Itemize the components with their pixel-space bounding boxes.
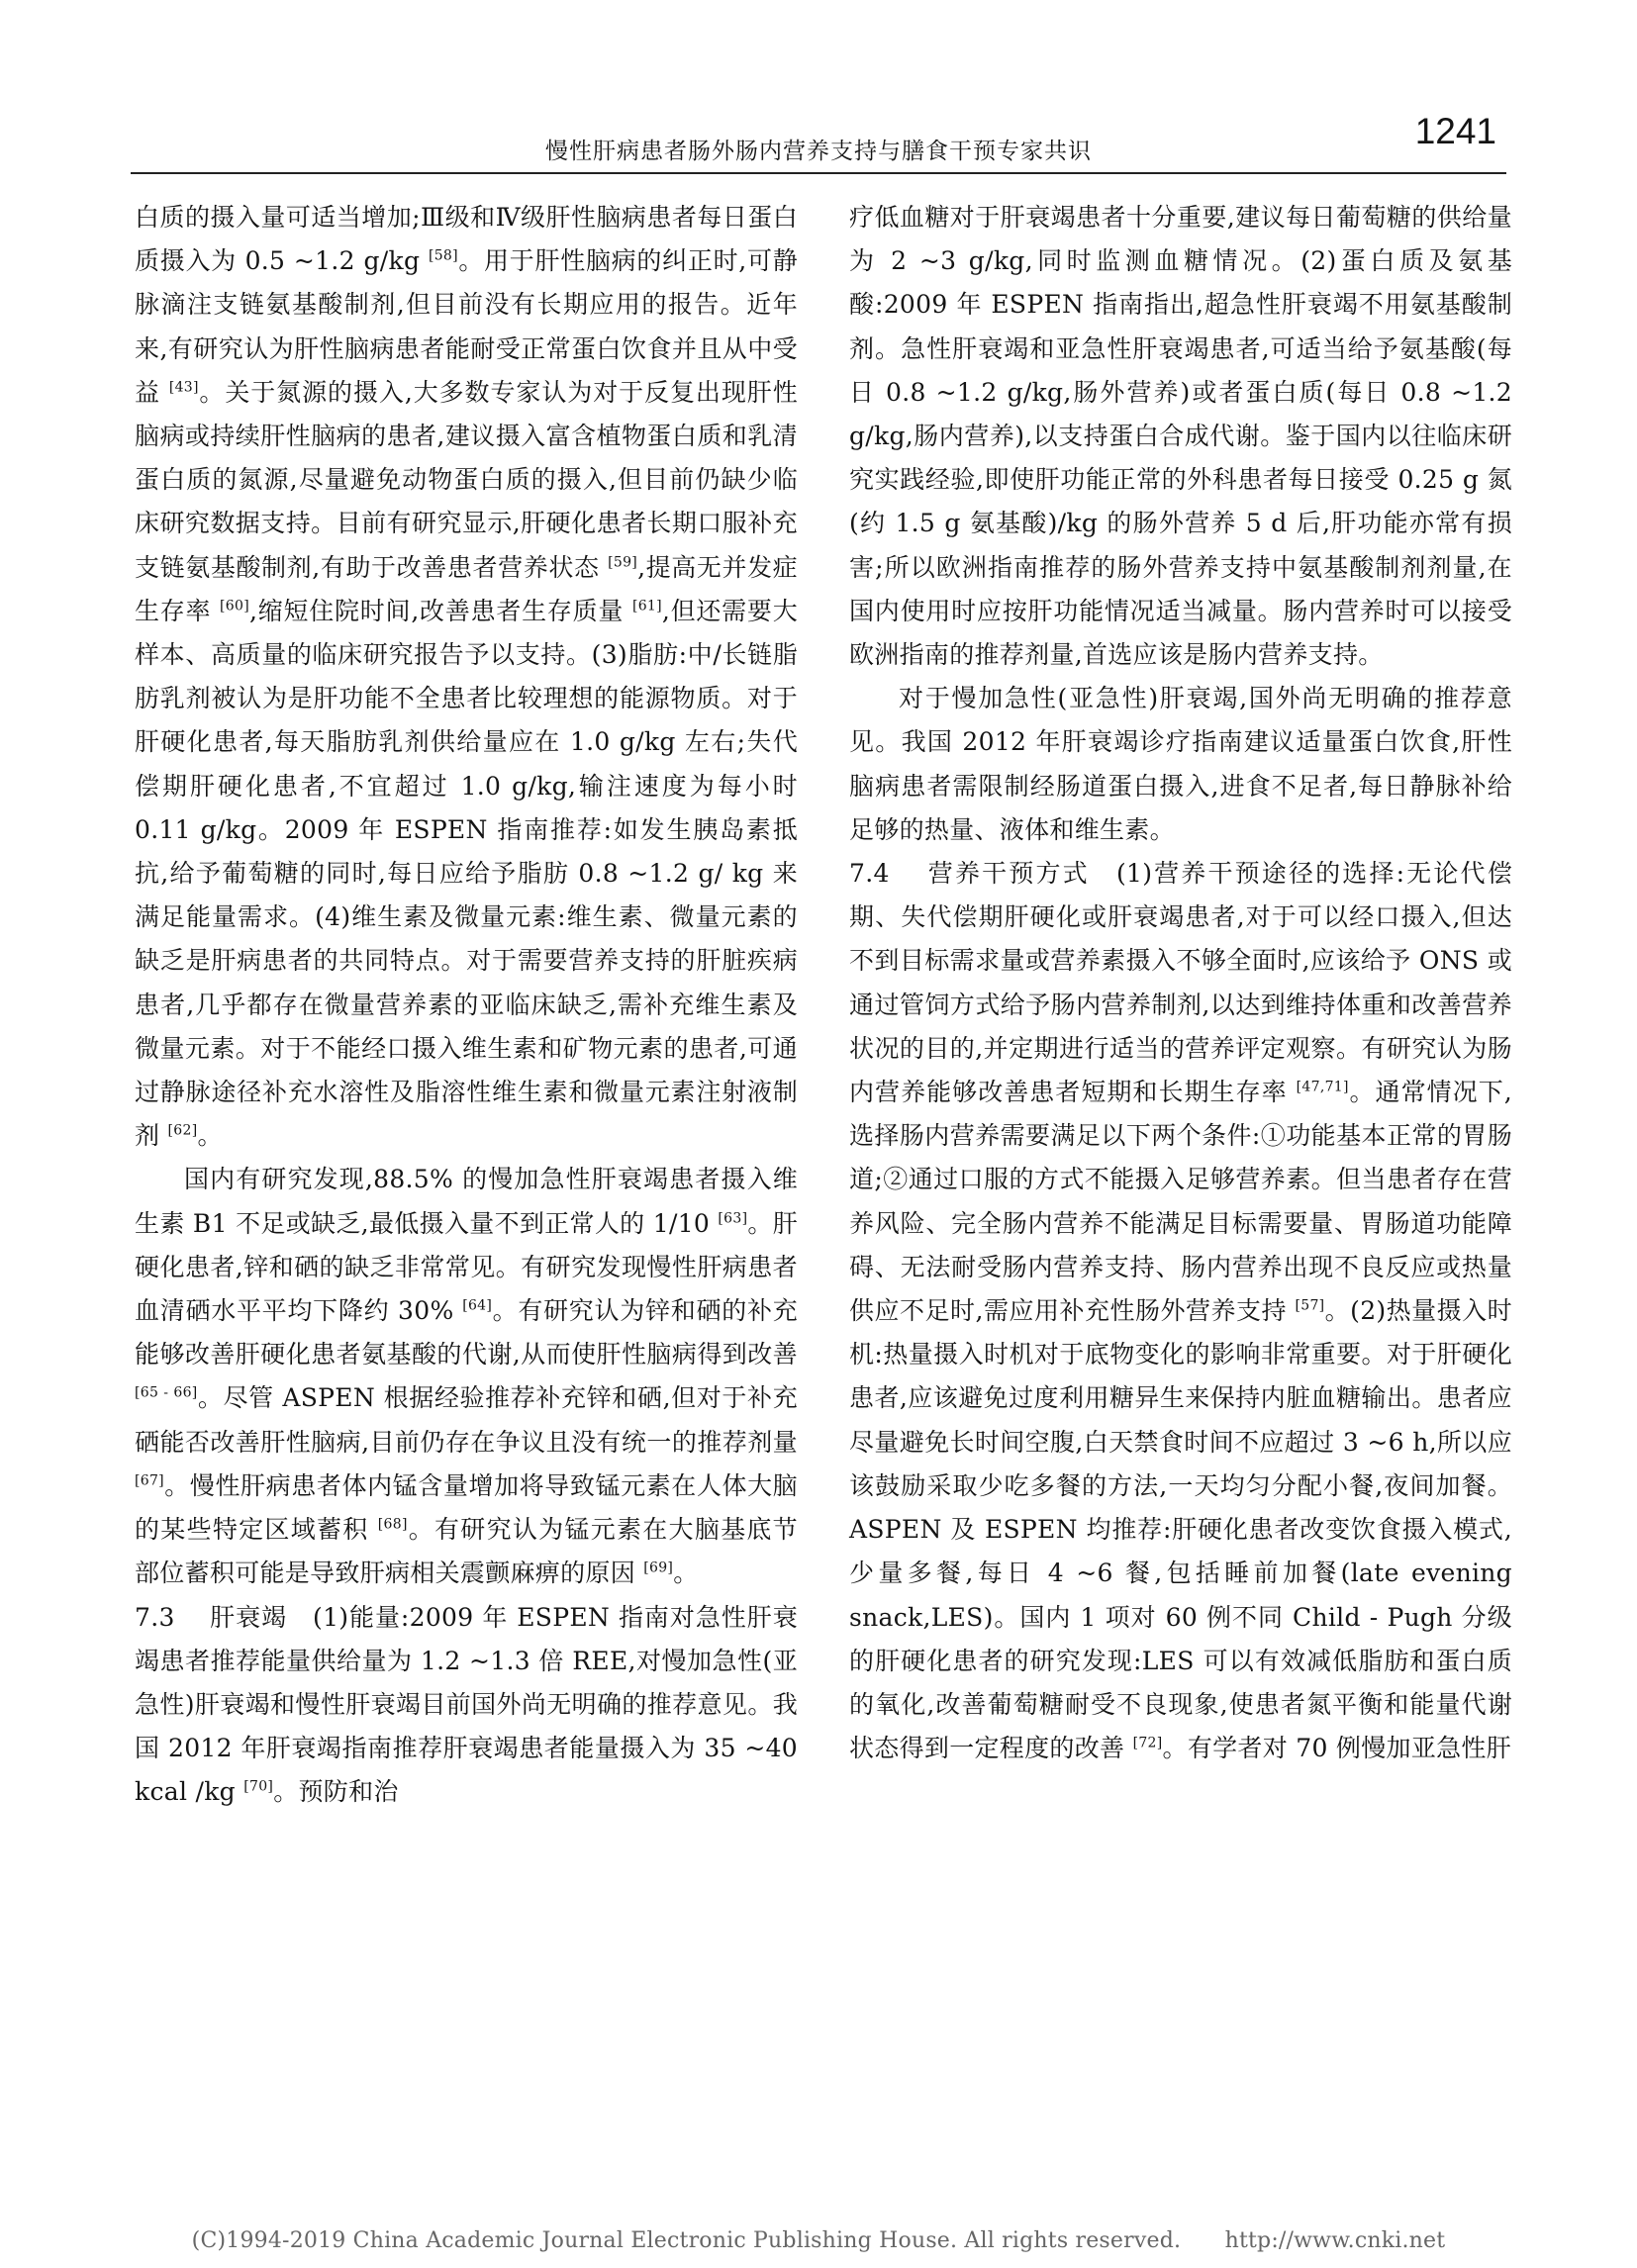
citation-ref: [57] bbox=[1295, 1297, 1325, 1314]
body-text: 。预防和治 bbox=[273, 1777, 399, 1807]
section-heading: 7.3 肝衰竭 bbox=[135, 1602, 314, 1632]
citation-ref: [64] bbox=[462, 1297, 493, 1314]
body-text: 。(2)热量摄入时机:热量摄入时机对于底物变化的影响非常重要。对于肝硬化患者,应该避免过度利用糖异生来保持内脏血糖输出。患者应尽量避免长时间空腹,白天禁食时间不应超过 3 ~6 h,所以应该鼓励采取少吃多餐的方法,一天均匀分配小餐,夜间加餐。ASPEN 及 ESPEN 均推荐:肝硬化患者改变饮食摄入模式,少量多餐,每日 4 ~6 餐,包括睡前加餐(late evening snack,LES)。国内 1 项对 60 例不同 Child - Pugh 分级的肝硬化患者的研究发现:LES 可以有效减低脂肪和蛋白质的氧化,改善葡萄糖耐受不良现象,使患者氮平衡和能量代谢状态得到一定程度的改善 bbox=[849, 1296, 1512, 1763]
copyright-footer: (C)1994-2019 China Academic Journal Electronic Publishing House. All rights reserved. http://www.cnki.net bbox=[191, 2228, 1446, 2253]
citation-ref: [63] bbox=[718, 1210, 748, 1227]
body-text: 。通常情况下,选择肠内营养需要满足以下两个条件:①功能基本正常的胃肠道;②通过口服的方式不能摄入足够营养素。但当患者存在营养风险、完全肠内营养不能满足目标需要量、胃肠道功能障碍、无法耐受肠内营养支持、肠内营养出现不良反应或热量供应不足时,需应用补充性肠外营养支持 bbox=[849, 1078, 1512, 1326]
citation-ref: [62] bbox=[167, 1122, 198, 1139]
citation-ref: [59] bbox=[608, 554, 638, 571]
body-text: 对于慢加急性(亚急性)肝衰竭,国外尚无明确的推荐意见。我国 2012 年肝衰竭诊疗指南建议适量蛋白饮食,肝性脑病患者需限制经肠道蛋白摄入,进食不足者,每日静脉补给足够的热量、液体和维生素。 bbox=[849, 684, 1512, 844]
citation-ref: [68] bbox=[377, 1516, 408, 1533]
body-text: 白质的摄入量可适当增加;Ⅲ级和Ⅳ级肝性脑病患者每日蛋白质摄入为 0.5 ~1.2 g/kg bbox=[135, 203, 798, 276]
body-text: (1)营养干预途径的选择:无论代偿期、失代偿期肝硬化或肝衰竭患者,对于可以经口摄入,但达不到目标需求量或营养素摄入不够全面时,应该给予 ONS 或通过管饲方式给予肠内营养制剂,以达到维持体重和改善营养状况的目的,并定期进行适当的营养评定观察。有研究认为肠内营养能够改善患者短期和长期生存率 bbox=[849, 859, 1512, 1107]
body-text: 。有研究认为锰元素在大脑基底节部位蓄积可能是导致肝病相关震颤麻痹的原因 bbox=[135, 1515, 798, 1588]
paragraph bbox=[849, 677, 1512, 852]
citation-ref: [69] bbox=[643, 1559, 674, 1576]
citation-ref: [58] bbox=[428, 247, 458, 264]
body-text: ,但还需要大样本、高质量的临床研究报告予以支持。(3)脂肪:中/长链脂肪乳剂被认为是肝功能不全患者比较理想的能源物质。对于肝硬化患者,每天脂肪乳剂供给量应在 1.0 g/kg 左右;失代偿期肝硬化患者,不宜超过 1.0 g/kg,输注速度为每小时 0.11 g/kg。2009 年 ESPEN 指南推荐:如发生胰岛素抵抗,给予葡萄糖的同时,每日应给予脂肪 0.8 ~1.2 g/ kg 来满足能量需求。(4)维生素及微量元素:维生素、微量元素的缺乏是肝病患者的共同特点。对于需要营养支持的肝脏疾病患者,几乎都存在微量营养素的亚临床缺乏,需补充维生素及微量元素。对于不能经口摄入维生素和矿物元素的患者,可通过静脉途径补充水溶性及脂溶性维生素和微量元素注射液制剂 bbox=[135, 596, 798, 1151]
body-text: (1)能量:2009 年 ESPEN 指南对急性肝衰竭患者推荐能量供给量为 1.2 ~1.3 倍 REE,对慢加急性(亚急性)肝衰竭和慢性肝衰竭目前国外尚无明确的推荐意见。我国 2012 年肝衰竭指南推荐肝衰竭患者能量摄入为 35 ~40 kcal /kg bbox=[135, 1602, 798, 1807]
body-text: 疗低血糖对于肝衰竭患者十分重要,建议每日葡萄糖的供给量为 2 ~3 g/kg,同时监测血糖情况。(2)蛋白质及氨基酸:2009 年 ESPEN 指南指出,超急性肝衰竭不用氨基酸制剂。急性肝衰竭和亚急性肝衰竭患者,可适当给予氨基酸(每日 0.8 ~1.2 g/kg,肠外营养)或者蛋白质(每日 0.8 ~1.2 g/kg,肠内营养),以支持蛋白合成代谢。鉴于国内以往临床研究实践经验,即使肝功能正常的外科患者每日接受 0.25 g 氮(约 1.5 g 氨基酸)/kg 的肠外营养 5 d 后,肝功能亦常有损害;所以欧洲指南推荐的肠外营养支持中氨基酸制剂剂量,在国内使用时应按肝功能情况适当减量。肠内营养时可以接受欧洲指南的推荐剂量,首选应该是肠内营养支持。 bbox=[849, 203, 1512, 670]
paragraph bbox=[135, 1158, 798, 1595]
citation-ref: [43] bbox=[168, 379, 199, 396]
right-column bbox=[849, 196, 1512, 1770]
page-number: 1241 bbox=[1414, 111, 1496, 151]
body-text: 国内有研究发现,88.5% 的慢加急性肝衰竭患者摄入维生素 B1 不足或缺乏,最低摄入量不到正常人的 1/10 bbox=[135, 1165, 798, 1238]
body-text: 。关于氮源的摄入,大多数专家认为对于反复出现肝性脑病或持续肝性脑病的患者,建议摄入富含植物蛋白质和乳清蛋白质的氮源,尽量避免动物蛋白质的摄入,但目前仍缺少临床研究数据支持。目前有研究显示,肝硬化患者长期口服补充支链氨基酸制剂,有助于改善患者营养状态 bbox=[135, 377, 799, 582]
citation-ref: [65 - 66] bbox=[135, 1385, 198, 1402]
paragraph bbox=[849, 196, 1512, 677]
paragraph bbox=[135, 1596, 798, 1815]
citation-ref: [61] bbox=[631, 598, 662, 614]
body-text: ,提高无并发症生存率 bbox=[135, 552, 798, 625]
body-text: 。用于肝性脑病的纠正时,可静脉滴注支链氨基酸制剂,但目前没有长期应用的报告。近年来,有研究认为肝性脑病患者能耐受正常蛋白饮食并且从中受益 bbox=[135, 246, 798, 407]
citation-ref: [67] bbox=[135, 1472, 164, 1489]
citation-ref: [70] bbox=[243, 1778, 274, 1795]
citation-ref: [60] bbox=[220, 598, 249, 614]
body-text: 。有研究认为锌和硒的补充能够改善肝硬化患者氨基酸的代谢,从而使肝性脑病得到改善 bbox=[135, 1296, 798, 1370]
paragraph bbox=[135, 196, 798, 1158]
running-header bbox=[131, 111, 1506, 174]
running-title: 慢性肝病患者肠外肠内营养支持与膳食干预专家共识 bbox=[545, 139, 1092, 164]
citation-ref: [72] bbox=[1132, 1735, 1163, 1751]
citation-ref: [47,71] bbox=[1296, 1079, 1349, 1095]
section-heading: 7.4 营养干预方式 bbox=[849, 859, 1116, 889]
body-text: 。有学者对 70 例慢加亚急性肝 bbox=[1162, 1734, 1512, 1763]
body-text: 。慢性肝病患者体内锰含量增加将导致锰元素在人体大脑的某些特定区域蓄积 bbox=[135, 1470, 798, 1545]
left-column bbox=[135, 196, 798, 1815]
body-text: 。尽管 ASPEN 根据经验推荐补充锌和硒,但对于补充硒能否改善肝性脑病,目前仍存在争议且没有统一的推荐剂量 bbox=[135, 1383, 798, 1457]
body-text: 。 bbox=[673, 1559, 699, 1588]
paragraph bbox=[849, 852, 1512, 1770]
body-text: 。 bbox=[197, 1121, 223, 1151]
body-text: 。肝硬化患者,锌和硒的缺乏非常常见。有研究发现慢性肝病患者血清硒水平平均下降约 30% bbox=[135, 1208, 798, 1326]
body-text: ,缩短住院时间,改善患者生存质量 bbox=[248, 596, 632, 625]
